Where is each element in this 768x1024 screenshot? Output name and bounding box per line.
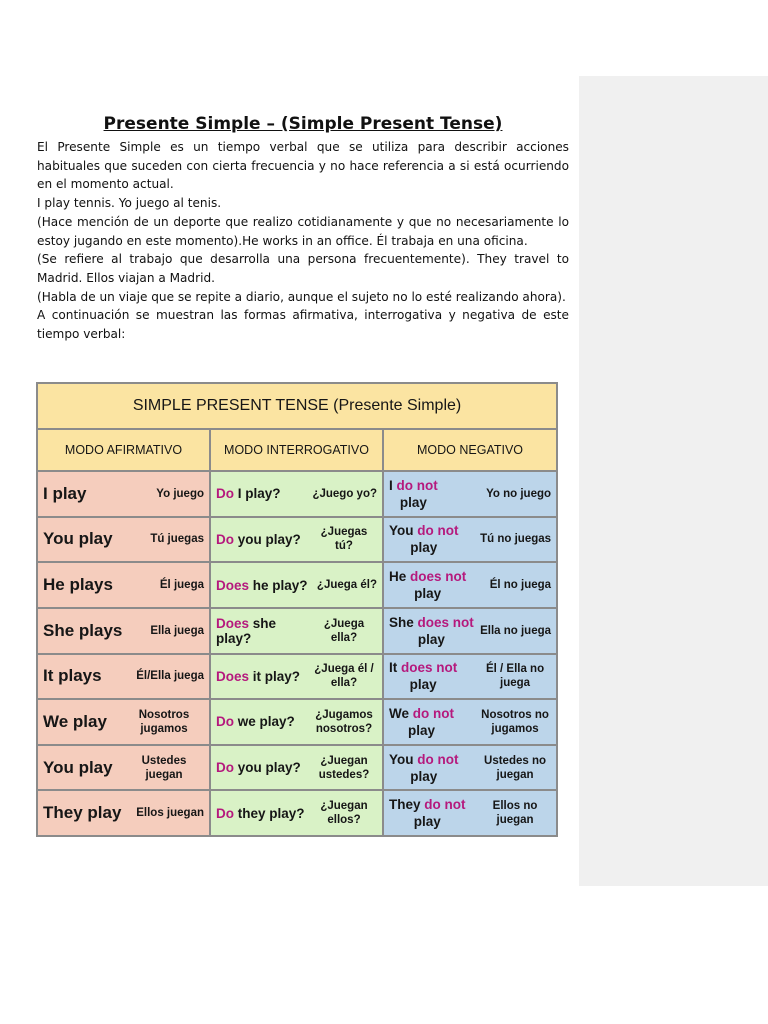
affirmative-cell bbox=[37, 745, 210, 791]
affirmative-es: Él juega bbox=[159, 579, 204, 592]
negative-es: Yo no juego bbox=[486, 487, 552, 500]
negative-verb: play bbox=[409, 677, 437, 693]
negative-verb: play bbox=[399, 494, 427, 510]
negative-verb: play bbox=[413, 814, 441, 830]
paragraph: I play tennis. Yo juego al tenis. bbox=[37, 196, 222, 211]
negative-es: Nosotros no jugamos bbox=[481, 708, 549, 735]
affirmative-es: Nosotros jugamos bbox=[138, 708, 190, 735]
interrogative-cell bbox=[210, 608, 383, 654]
paragraph: (Habla de un viaje que se repite a diario, aunque el sujeto no lo esté realizando ahora). bbox=[37, 289, 566, 304]
interrogative-cell bbox=[210, 699, 383, 745]
negative-cell bbox=[383, 608, 557, 654]
paragraph: A continuación se muestran las formas afirmativa, interrogativa y negativa de este tiempo verbal: bbox=[37, 308, 569, 342]
table-row bbox=[37, 790, 557, 836]
negative-subject: He bbox=[389, 569, 411, 585]
question-en: she play? bbox=[216, 615, 277, 646]
aux-verb: Does bbox=[216, 615, 250, 631]
negative-cell bbox=[383, 699, 557, 745]
aux-verb: Does bbox=[216, 577, 250, 593]
question-en: you play? bbox=[234, 531, 301, 547]
affirmative-en: She plays bbox=[43, 620, 123, 640]
interrogative-cell bbox=[210, 517, 383, 563]
affirmative-es: Tú juegas bbox=[150, 533, 204, 546]
page-title: Presente Simple – (Simple Present Tense) bbox=[103, 114, 503, 134]
question-es: ¿Juega él? bbox=[316, 579, 377, 592]
negative-aux: does not bbox=[410, 569, 467, 585]
paragraph: El Presente Simple es un tiempo verbal que se utiliza para describir acciones habituales que suceden con cierta frecuencia y no hace referencia a si está ocurriendo en el momento actual. bbox=[37, 140, 569, 192]
negative-subject: I bbox=[389, 477, 397, 493]
negative-aux: do not bbox=[412, 705, 454, 721]
negative-es: Ustedes no juegan bbox=[484, 754, 547, 781]
affirmative-cell bbox=[37, 654, 210, 700]
comment-sidebar bbox=[579, 76, 768, 886]
body-text bbox=[37, 138, 569, 344]
table-row bbox=[37, 654, 557, 700]
affirmative-en: You play bbox=[43, 757, 113, 777]
negative-es: Tú no juegas bbox=[480, 533, 552, 546]
table-row bbox=[37, 562, 557, 608]
question-es: ¿Juegan ustedes? bbox=[318, 754, 370, 781]
negative-cell bbox=[383, 562, 557, 608]
interrogative-cell bbox=[210, 562, 383, 608]
negative-aux: does not bbox=[417, 614, 474, 630]
negative-verb: play bbox=[410, 768, 438, 784]
negative-cell bbox=[383, 654, 557, 700]
question-es: ¿Juegas tú? bbox=[320, 526, 368, 553]
question-en: we play? bbox=[234, 714, 295, 730]
question-en: it play? bbox=[249, 668, 301, 684]
affirmative-cell bbox=[37, 608, 210, 654]
negative-cell bbox=[383, 517, 557, 563]
paragraph: (Hace mención de un deporte que realizo cotidianamente y que no necesariamente lo estoy jugando en este momento).He works in an office. Él trabaja en una oficina. bbox=[37, 214, 569, 248]
conjugation-table bbox=[36, 382, 558, 837]
table-row bbox=[37, 608, 557, 654]
affirmative-en: They play bbox=[43, 803, 122, 823]
table-row bbox=[37, 745, 557, 791]
negative-verb: play bbox=[417, 631, 445, 647]
question-es: ¿Juega ella? bbox=[323, 617, 365, 644]
table-row bbox=[37, 471, 557, 517]
affirmative-en: We play bbox=[43, 711, 107, 731]
header-affirmative: MODO AFIRMATIVO bbox=[37, 429, 210, 471]
affirmative-cell bbox=[37, 790, 210, 836]
aux-verb: Do bbox=[216, 486, 234, 502]
interrogative-cell bbox=[210, 471, 383, 517]
table-row bbox=[37, 699, 557, 745]
table-row bbox=[37, 517, 557, 563]
negative-aux: do not bbox=[396, 477, 438, 493]
negative-aux: do not bbox=[424, 797, 466, 813]
negative-es: Él no juega bbox=[489, 579, 552, 592]
affirmative-en: You play bbox=[43, 529, 113, 549]
negative-es: Ella no juega bbox=[480, 624, 552, 637]
affirmative-cell bbox=[37, 471, 210, 517]
affirmative-es: Ustedes juegan bbox=[141, 754, 187, 781]
affirmative-cell bbox=[37, 562, 210, 608]
negative-verb: play bbox=[410, 540, 438, 556]
negative-es: Ellos no juegan bbox=[492, 800, 538, 827]
affirmative-es: Ellos juegan bbox=[136, 807, 204, 820]
question-en: he play? bbox=[249, 577, 308, 593]
affirmative-es: Ella juega bbox=[150, 624, 204, 637]
header-interrogative: MODO INTERROGATIVO bbox=[210, 429, 383, 471]
question-en: they play? bbox=[234, 805, 305, 821]
negative-cell bbox=[383, 790, 557, 836]
table-title: SIMPLE PRESENT TENSE (Presente Simple) bbox=[37, 383, 557, 429]
negative-cell bbox=[383, 745, 557, 791]
interrogative-cell bbox=[210, 745, 383, 791]
question-es: ¿Jugamos nosotros? bbox=[315, 708, 373, 735]
question-es: ¿Juega él / ella? bbox=[314, 663, 374, 690]
affirmative-en: It plays bbox=[43, 666, 102, 686]
negative-aux: do not bbox=[417, 523, 459, 539]
interrogative-cell bbox=[210, 790, 383, 836]
aux-verb: Do bbox=[216, 714, 234, 730]
affirmative-cell bbox=[37, 517, 210, 563]
question-en: you play? bbox=[234, 760, 301, 776]
aux-verb: Do bbox=[216, 760, 234, 776]
question-en: I play? bbox=[234, 486, 281, 502]
negative-subject: They bbox=[389, 797, 425, 813]
affirmative-es: Él/Ella juega bbox=[136, 670, 204, 683]
interrogative-cell bbox=[210, 654, 383, 700]
negative-subject: She bbox=[389, 614, 418, 630]
affirmative-cell bbox=[37, 699, 210, 745]
header-negative: MODO NEGATIVO bbox=[383, 429, 557, 471]
negative-cell bbox=[383, 471, 557, 517]
aux-verb: Do bbox=[216, 805, 234, 821]
negative-aux: does not bbox=[401, 660, 458, 676]
negative-verb: play bbox=[407, 722, 435, 738]
affirmative-en: I play bbox=[43, 483, 87, 503]
negative-subject: You bbox=[389, 523, 418, 539]
question-es: ¿Juegan ellos? bbox=[320, 800, 368, 827]
affirmative-en: He plays bbox=[43, 575, 113, 595]
paragraph: (Se refiere al trabajo que desarrolla una persona frecuentemente). They travel to Madrid. Ellos viajan a Madrid. bbox=[37, 252, 569, 285]
question-es: ¿Juego yo? bbox=[312, 487, 377, 500]
negative-subject: We bbox=[389, 705, 413, 721]
affirmative-es: Yo juego bbox=[156, 487, 204, 500]
negative-es: Él / Ella no juega bbox=[485, 663, 545, 690]
negative-aux: do not bbox=[417, 751, 459, 767]
aux-verb: Do bbox=[216, 531, 234, 547]
negative-subject: You bbox=[389, 751, 418, 767]
negative-subject: It bbox=[389, 660, 401, 676]
negative-verb: play bbox=[414, 586, 442, 602]
aux-verb: Does bbox=[216, 668, 250, 684]
